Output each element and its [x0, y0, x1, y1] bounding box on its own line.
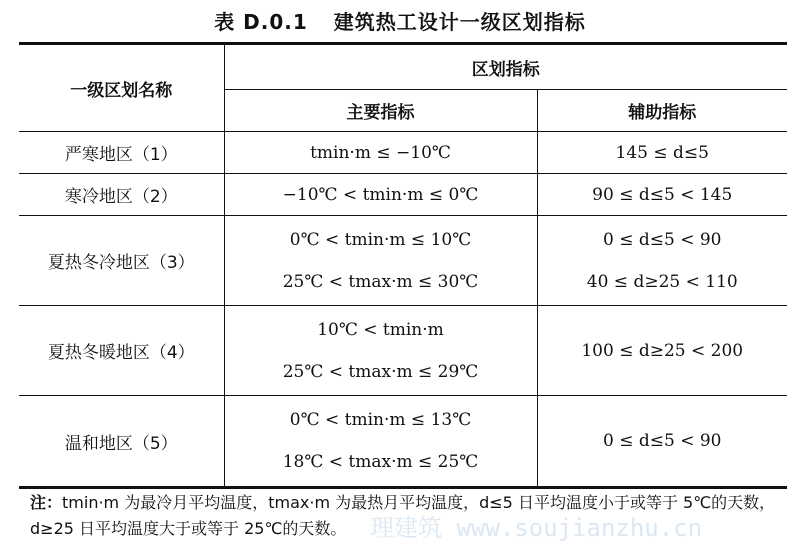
table-row: [19, 174, 787, 216]
header-indicators: 区划指标: [224, 44, 787, 90]
main-indicator-line: 25℃ < tmax·m ≤ 30℃: [282, 271, 479, 292]
main-indicator-line: 0℃ < tmin·m ≤ 10℃: [289, 229, 472, 250]
aux-indicator-cell: [537, 216, 787, 306]
table-code: 表 D.0.1: [214, 10, 308, 34]
main-indicator-cell: [224, 306, 537, 396]
header-main-indicator: 主要指标: [224, 90, 537, 132]
main-indicator-cell: [224, 216, 537, 306]
table-note: [30, 490, 790, 542]
table-row: [19, 396, 787, 488]
table-row: [19, 216, 787, 306]
table-title-text: 建筑热工设计一级区划指标: [333, 10, 586, 34]
aux-indicator-cell: [537, 306, 787, 396]
main-indicator-line: −10℃ < tmin·m ≤ 0℃: [282, 184, 479, 205]
aux-indicator-line: 0 ≤ d≤5 < 90: [603, 229, 722, 250]
aux-indicator-line: 100 ≤ d≥25 < 200: [581, 340, 744, 361]
header-aux-indicator: 辅助指标: [537, 90, 787, 132]
aux-indicator-line: 145 ≤ d≤5: [615, 142, 709, 163]
main-indicator-line: 10℃ < tmin·m: [317, 319, 444, 340]
main-indicator-line: 25℃ < tmax·m ≤ 29℃: [282, 361, 479, 382]
table-row: [19, 132, 787, 174]
region-name: 温和地区（5）: [19, 396, 224, 488]
region-name: 严寒地区（1）: [19, 132, 224, 174]
region-name: 夏热冬暖地区（4）: [19, 306, 224, 396]
main-indicator-cell: [224, 132, 537, 174]
aux-indicator-cell: [537, 132, 787, 174]
aux-indicator-cell: [537, 174, 787, 216]
table-title: [0, 6, 800, 35]
region-name: 寒冷地区（2）: [19, 174, 224, 216]
header-zone-name: 一级区划名称: [19, 44, 224, 132]
region-name: 夏热冬冷地区（3）: [19, 216, 224, 306]
aux-indicator-line: 0 ≤ d≤5 < 90: [603, 431, 722, 451]
zoning-table: [19, 42, 787, 489]
note-label: 注：: [30, 493, 63, 512]
site-watermark: 理建筑 www.soujianzhu.cn: [370, 514, 703, 542]
note-text: tmin·m 为最冷月平均温度，tmax·m 为最热月平均温度，d≤5 日平均温度小于或等于 5℃的天数，d≥25 日平均温度大于或等于 25℃的天数。: [30, 493, 776, 538]
main-indicator-cell: [224, 174, 537, 216]
aux-indicator-line: 90 ≤ d≤5 < 145: [592, 184, 733, 205]
main-indicator-cell: [224, 396, 537, 488]
table-row: [19, 306, 787, 396]
main-indicator-line: 18℃ < tmax·m ≤ 25℃: [282, 452, 479, 472]
main-indicator-line: 0℃ < tmin·m ≤ 13℃: [289, 410, 472, 430]
main-indicator-line: tmin·m ≤ −10℃: [310, 142, 451, 163]
aux-indicator-cell: [537, 396, 787, 488]
aux-indicator-line: 40 ≤ d≥25 < 110: [586, 271, 738, 292]
